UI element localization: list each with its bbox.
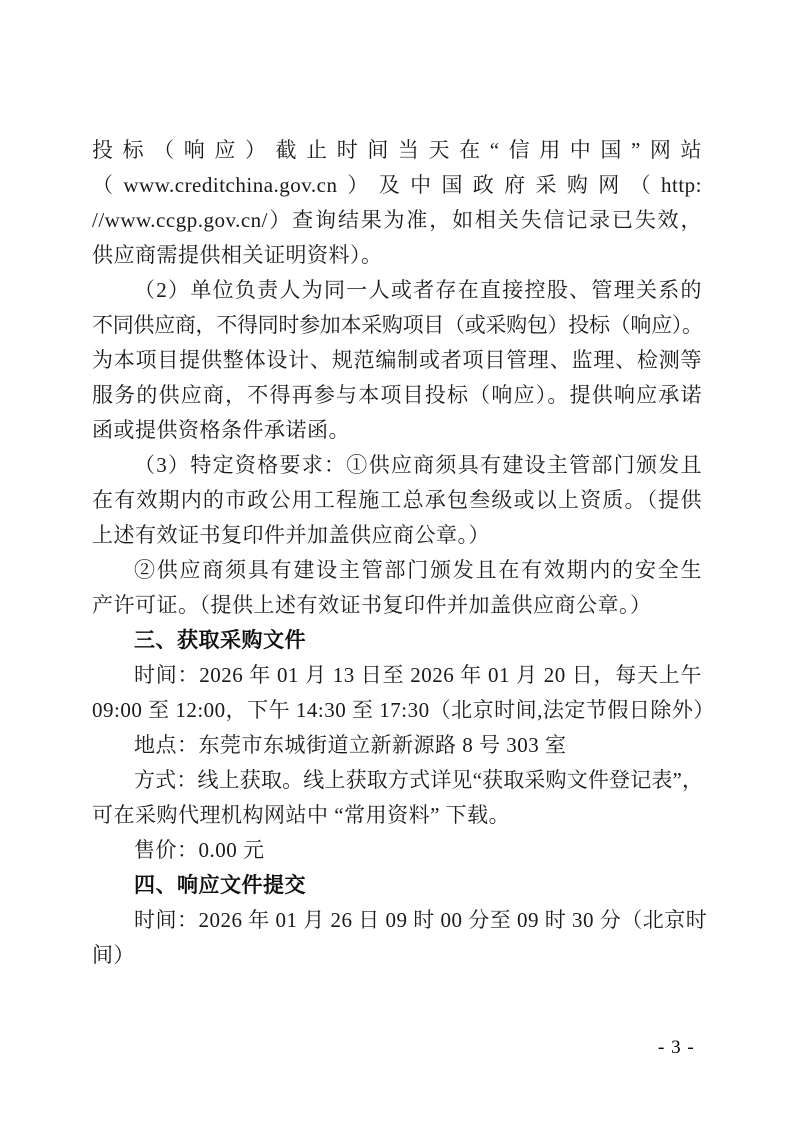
clause-2-line: 函或提供资格条件承诺函。 [92,418,350,442]
credit-clause-line: 投标（响应）截止时间当天在“信用中国”网站 [92,138,702,162]
clause-2-line: 服务的供应商，不得再参与本项目投标（响应）。提供响应承诺 [92,383,702,407]
page-number: - 3 - [658,1037,695,1058]
obtain-method-line: 可在采购代理机构网站中 “常用资料” 下载。 [92,803,511,827]
document-body [92,133,715,973]
clause-3-qualification-line: 在有效期内的市政公用工程施工总承包叁级或以上资质。（提供 [92,488,702,512]
credit-clause-line: （www.creditchina.gov.cn）及中国政府采购网（http: [92,173,702,197]
clause-3-qualification-line: 上述有效证书复印件并加盖供应商公章。） [92,523,490,547]
price-line: 售价：0.00 元 [134,838,265,862]
clause-3-safety-license-line: 产许可证。（提供上述有效证书复印件并加盖供应商公章。） [92,593,652,617]
credit-clause-line: //www.ccgp.gov.cn/）查询结果为准，如相关失信记录已失效， [92,208,702,232]
clause-2-line: 不同供应商，不得同时参加本采购项目（或采购包）投标（响应）。 [92,313,702,337]
credit-clause-line: 供应商需提供相关证明资料）。 [92,243,383,267]
obtain-method-line: 方式：线上获取。线上获取方式详见“获取采购文件登记表”， [134,768,702,792]
clause-2-line: 为本项目提供整体设计、规范编制或者项目管理、监理、检测等 [92,348,702,372]
obtain-time-line: 09:00 至 12:00，下午 14:30 至 17:30（北京时间,法定节假日除外） [92,698,715,722]
section-heading-response-submission: 四、响应文件提交 [134,873,306,897]
obtain-time-line: 时间：2026 年 01 月 13 日至 2026 年 01 月 20 日，每天上午 [134,663,702,687]
obtain-location-line: 地点：东莞市东城街道立新新源路 8 号 303 室 [134,733,567,757]
submit-time-line: 时间：2026 年 01 月 26 日 09 时 00 分至 09 时 30 分（北京时 [134,908,708,932]
submit-time-line: 间） [92,943,135,967]
section-heading-obtain-documents: 三、获取采购文件 [134,628,306,652]
clause-3-qualification-line: （3）特定资格要求：①供应商须具有建设主管部门颁发且 [134,453,702,477]
clause-3-safety-license-line: ②供应商须具有建设主管部门颁发且在有效期内的安全生 [134,558,702,582]
clause-2-line: （2）单位负责人为同一人或者存在直接控股、管理关系的 [134,278,702,302]
